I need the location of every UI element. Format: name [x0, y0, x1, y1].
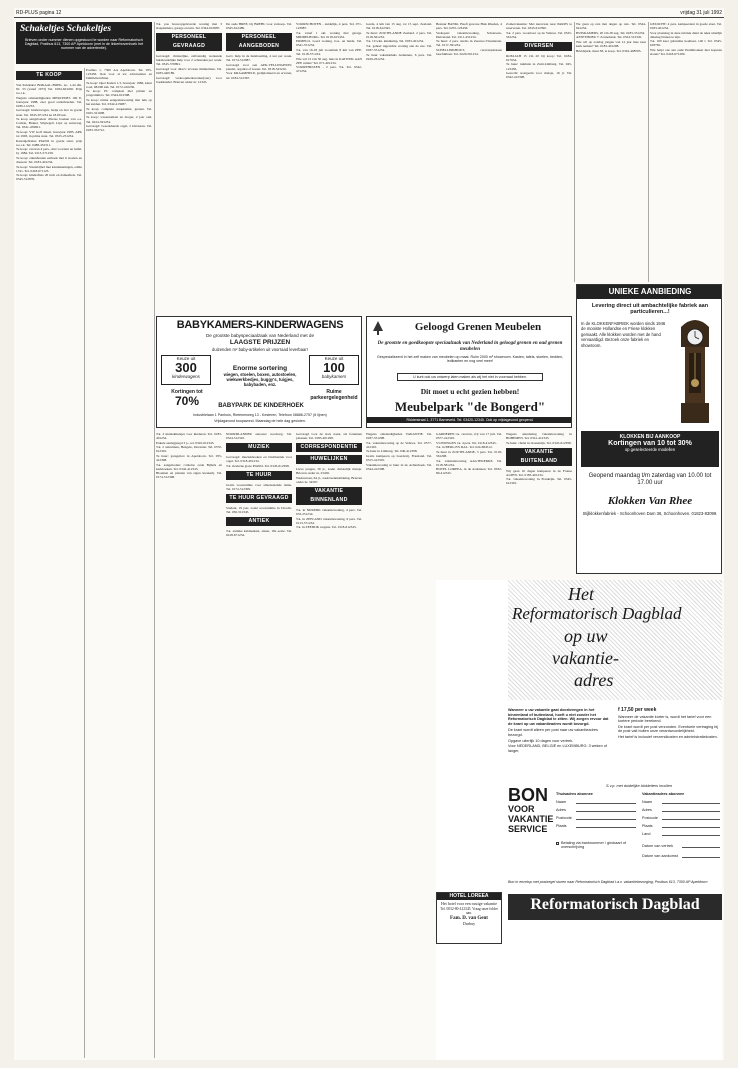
classified-ad: Wegens annulering vakantiewoning in BOHEMEN. Tel. 0341-412345.: [506, 432, 572, 441]
classified-ad: Garde, 4 km van 15 aug. tot 15 sept. Zeeland. Tel. 0118-612345.: [366, 22, 432, 31]
rd-bullet-1: De krant wordt alleen per post naar uw vakantieadres bezorgd.: [508, 728, 598, 737]
section-vakantie-buitenland: VAKANTIE BUITENLAND: [506, 448, 572, 466]
badge-number: 100: [323, 360, 345, 375]
babypark-title: BABYKAMERS-KINDERWAGENS: [176, 319, 344, 331]
meubel-sub: De grootste en goedkoopste speciaalzaak van Nederland in geloogd grenen en oud grenen meubelen: [377, 341, 563, 352]
classified-ad: Te koop: eikenhouten eethoek met 6 stoelen en dressoir. Tel. 0183-401234.: [16, 155, 82, 164]
classified-ad: SCHELLINKHOUT, caravanplaatsen beschikbaar. Tel. 0229-501234.: [436, 48, 502, 57]
section-diversen: DIVERSEN: [506, 42, 572, 51]
classified-ad: T.k. in BERG EN DAL. Tel. 024-684512.: [436, 445, 493, 450]
rd-para-3: Het tarief is inclusief verzendkosten en administratiekosten.: [618, 734, 718, 739]
classified-ad: VOORTHUIZEN - 2 pers. T.k. Tel. 0342-471234.: [296, 65, 362, 74]
classified-ad: Gevraagd: tweedehands orgel, 2 klavieren. Tel. 0183-352741.: [86, 124, 152, 133]
keuze-babykamers-badge: [309, 355, 359, 385]
newspaper-page: [14, 8, 724, 1060]
classified-ad: T.k. vanaf 1 okt. woning met garage. MIDDELBURG. Tel. 0118-615432.: [296, 30, 362, 39]
rd-vakantie-advertisement: [436, 580, 722, 1060]
klok-korting-box: [581, 431, 719, 467]
classified-ad: T.k. 100 keer gebruikte koelkast, 140 l. Tel. 0345-618765.: [650, 39, 722, 48]
classified-ad: Gevraagd voor de stad, naast, als fonteinen plaatsen. Tel. 0183-401298.: [296, 432, 362, 441]
column-mid-2: [226, 432, 292, 1058]
page-number: RD-PLUS pagina 12: [16, 10, 62, 16]
vak-land-field[interactable]: [662, 835, 720, 836]
classified-ad: Te huur in Limburg. Tel. 046-412398.: [366, 449, 418, 454]
vak-postcode-field[interactable]: [662, 819, 720, 820]
adres-label: Adres: [556, 808, 566, 812]
rd-bullet-3: Voor NEDERLAND, BELGIË en LUXEMBURG: 3 weken of langer.: [508, 744, 607, 753]
vak-postcode-label: Postcode: [642, 816, 658, 820]
rd-intro: Wanneer u uw vakantie gaat doorbrengen in het binnenland of buitenland, hoeft u niet zonder het Reformatorisch Dagblad te zitten. Wij zorgen ervoor dat de krant op uw vakantieadres wordt bezorgd.: [508, 708, 609, 726]
thuisadres-label: Thuisadres abonnee: [556, 792, 593, 796]
coupon-form: [556, 784, 722, 878]
classified-ad: Voor KRAAMHULP, gediplomeerd en ervaren, tel. 0184-512367.: [226, 71, 292, 80]
classified-ad: Te huur: chalet in Oostenrijk. Tel. 0345-612398.: [506, 440, 572, 445]
meubel-slogan: Dit moet u echt gezien hebben!: [420, 387, 520, 396]
column-5: [296, 22, 362, 312]
klok-opening: Geopend maandag t/m zaterdag van 10.00 tot 17.00 uur: [588, 473, 712, 486]
schakeltjes-text: Brieven onder nummer dienen opgestuurd te worden naar Reformatorisch Dagblad, Postbus 613, 7300 AP Apeldoorn (met in de linkerbovenhoek het nummer van de advertentie).: [24, 38, 144, 51]
tree-icon: [373, 321, 383, 335]
classified-ad: T.k. aangeboden: collectie oude Bijbels en kerkboeken. Tel. 0342-412345.: [156, 462, 222, 471]
meubel-shop: Meubelpark "de Bongerd": [394, 399, 546, 414]
classified-ad: Enkele aanlegjeugd 3 p., tel. 0345-612345.: [156, 440, 215, 445]
korting-line-2: Kortingen van 10 tot 30%: [608, 440, 692, 447]
babypark-sub2: LAAGSTE PRIJZEN: [229, 339, 291, 346]
babypark-advertisement: [156, 316, 362, 428]
coupon-footer: Bon in envelop met postzegel sturen naar Reformatorisch Dagblad t.a.v. vakantiebezorging, Postbus 613, 7300 AP Apeldoorn: [508, 880, 708, 884]
vak-adres-label: Adres: [642, 808, 652, 812]
datum-vertrek-field[interactable]: [682, 847, 720, 848]
column-rule: [154, 22, 155, 1058]
datum-aankomst-label: Datum van aankomst: [642, 854, 678, 858]
voor-word: VOOR: [508, 804, 535, 814]
badge-top: Keuze uit: [324, 356, 344, 361]
classified-ad: Te koop: kinderfiets 20 inch en damesfiets. Tel. 0345-512876.: [16, 173, 82, 182]
service-word: SERVICE: [508, 824, 548, 834]
page-header: [14, 8, 724, 18]
coupon-head: S.v.p. met duidelijke blokletters invullen: [606, 784, 672, 788]
column-rule: [648, 22, 649, 282]
column-3: [156, 22, 222, 312]
babypark-address: Industrielaan 1 Panhuis, Rietenenweg 13 - Kesteren, Telefoon 08886-2757 (6 lijnen): [193, 413, 327, 417]
classified-ad: De oude BREE, bij BREHL voor verkoop. Tel. 0345-612489.: [226, 22, 292, 31]
section-te-huur-gevraagd: TE HUUR GEVRAAGD: [226, 494, 292, 503]
classified-ad: Postbus 1, 7300 AA Apeldoorn. Tel. 055-123456. Ook voor al uw advertenties en familieberichten.: [86, 68, 152, 81]
classified-ad: Te koop: complete slaapkamer, grenen. Tel. 0165-321908.: [86, 106, 152, 115]
meubelpark-advertisement: [366, 316, 572, 428]
hotel-text: Tel. 0032-80-412345. Vraag onze folder aan.: [440, 907, 498, 916]
classified-ad: Gevraagd: kinderwagen, bedje en box in goede staat. Tel. 0345-671234 na 18.00 uur.: [16, 108, 82, 117]
rd-right-text: [618, 708, 722, 740]
rd-left-text: [508, 708, 612, 753]
vakantie-word: VAKANTIE: [508, 814, 554, 824]
classified-ad: T.k. 2 muziekhuisjes voor kinderen. Tel. 0183-401234.: [156, 432, 222, 441]
postcode-label: Postcode: [556, 816, 572, 820]
classified-ad: T.k. in ZEEDIJK wegens. Tel. 0118-612345.: [296, 525, 357, 530]
classified-ad: Te huur: ZOUTELANDE Zeeland. 2 pers. Tel. 0118-561234.: [366, 30, 432, 39]
classified-ad: GEZOCHT: 4 pers. kampeertent in goede staat. Tel. 0183-401234.: [650, 22, 722, 31]
classified-ad: GARDEREN t.k. caravan, vrij van 17 juli. Tel. 0577-412345.: [436, 432, 502, 441]
classified-ad: T.k. pas bouwopgeleverde woning met 3 slaapkamers, garage en tuin. Tel. 0344-610987.: [156, 22, 222, 31]
naam-field[interactable]: [576, 803, 636, 804]
classified-ad: T.k. antieke kabinetkast, eiken, 18e eeuw. Tel. 0418-671234.: [226, 529, 292, 538]
column-rule: [574, 22, 575, 282]
naam-label: Naam: [556, 800, 567, 804]
bon-logo: [508, 786, 554, 846]
vak-adres-field[interactable]: [662, 811, 720, 812]
rd-price: f 17,50 per week: [618, 707, 657, 713]
classified-ad: Student, 19 jaar, zoekt woonruimte in Utrecht. Tel. 030-512345.: [226, 505, 292, 514]
sortering-title: Enorme sortering: [232, 365, 288, 372]
rd-bullet-2: Opgave uiterlijk 10 dagen voor vertrek.: [508, 738, 574, 743]
rd-h5: adres: [574, 670, 614, 690]
babypark-hours: Vrijdagavond koopavond. Maandag de hele dag gesloten.: [214, 419, 306, 423]
babypark-sub1: De grootste babyspeciaalzaak van Nederland met de: [205, 333, 315, 338]
plaats-field[interactable]: [576, 827, 636, 828]
classified-ad: T.k. in NIJKERK vakantiewoning, 4 pers. Tel. 033-251234.: [296, 507, 362, 516]
schakeltjes-block: [16, 22, 152, 64]
meubel-box: U kunt ook uw ontwerp laten maken als wij het niet in voorraad hebben.: [397, 373, 543, 381]
classified-ad: T.k. in ZEELAND vakantiewoning, 6 pers. Tel. 0113-571234.: [296, 516, 362, 525]
meubel-text: Gespecialiseerd in het zelf maken van meubelen op maat. Ruim 2000 m² showroom. Kasten, tafels, stoelen, bedden, ledikanten en nog veel meer!: [377, 355, 563, 364]
classified-ad: Wij gaan 16 dagen kamperen in de Franse ALPEN. Tel. 0183-401234.: [506, 468, 572, 477]
column-2: [86, 68, 152, 1058]
classified-ad: Te huur: garagebox in Apeldoorn. Tel. 055-412398.: [156, 454, 222, 463]
hotel-name: Fam. D. van Gent: [450, 915, 488, 921]
vak-land-label: Land: [642, 832, 651, 836]
classified-ad: Te huur vakantiehuis Ardennen, 6 pers. Tel. 0229-261234.: [366, 52, 432, 61]
section-te-koop: TE KOOP: [16, 71, 82, 80]
classified-ad: VOORSCHOTEN - zuidelijk, 4 pers. Tel. 071-123987.: [296, 22, 362, 31]
klok-text: In de KLOKKENFABRIEK worden sinds 1946 de mooiste Hollandse en Friese klokken gemaakt. Alle klokken worden met de hand vervaardigd. Bezoek onze fabriek en showroom.: [581, 321, 666, 348]
classified-ad: Te koop: ruime eengezinswoning met tuin op het zuiden. Tel. 0342-415987.: [86, 98, 152, 107]
keuze-kinderwagens-badge: [161, 355, 211, 385]
vak-plaats-field[interactable]: [662, 827, 720, 828]
section-antiek: ANTIEK: [226, 517, 292, 526]
classified-ad: Gezocht: kostgezin voor meisje, 16 jr. Tel. 0342-412398.: [506, 71, 572, 80]
meubel-address: Ridderstraat 1, 3771 Barneveld. Tel. 03420-12345. Ook op vrijdagavond geopend.: [367, 417, 572, 423]
babypark-sub3: duizenden m² baby-artikelen uit voorraad leverbaar!: [212, 347, 308, 352]
rd-h3: op uw: [564, 626, 608, 646]
classified-ad: NOORDLANDER autozeer noodweg. Tel. 0524-512345.: [226, 432, 292, 441]
klok-lead: Levering direct uit ambachtelijke fabriek aan particulieren...!: [591, 303, 709, 316]
classified-ad: Voor plaatsing in deze rubriek dient de tekst uiterlijk dinsdag binnen te zijn.: [650, 30, 722, 39]
column-mid-4: [366, 432, 432, 1058]
classified-ad: T.k. 10 wkn. kindkamp. Tel. 0183-401234.: [366, 39, 424, 44]
classified-ad: Gevraagd: muziekboeken en bladmuziek voor orgel. Tel. 0318-401234.: [226, 455, 292, 464]
badge-number: 300: [175, 360, 197, 375]
klokken-advertisement: [576, 284, 722, 574]
hotel-loc: Durbuy: [462, 920, 476, 926]
classified-ad: AFZETHOEK 7: Zonnebank. Tel. 0524-512345.: [576, 35, 643, 40]
classified-ad: Weduwnaar, 64 jr., zoekt kennismaking. Brieven onder nr. 34567.: [296, 475, 362, 484]
rd-h1: Het: [568, 584, 594, 604]
column-8: [506, 22, 572, 312]
classified-ad: Van Kriekskot BOKAAL-BOEK, no. 1-44 dln. Nr. 33 (vanaf 1973) Tel. 0184-623456. Prijs n.o.t.k.: [16, 83, 82, 96]
column-mid-3: [296, 432, 362, 1058]
section-personeel-aangeboden: PERSONEEL AANGEBODEN: [226, 33, 292, 51]
payment-label: Betaling via banknummer / girokaart of overschrijving: [561, 841, 627, 850]
clock-icon: [673, 317, 717, 427]
classified-ad: T.k. van 16-18 juli woonhuis 8 km van ZEE. Tel. 0118-571234.: [296, 48, 362, 57]
babypark-shop-name: BABYPARK DE KINDERHOEK: [218, 403, 304, 409]
vakantieadres-label: Vakantieadres abonnee: [642, 792, 685, 796]
classified-ad: Zomervakantie: Met karavaan naar PARIJS te reserveren. Tel. 0345-612390.: [506, 22, 572, 31]
hotel-title: HOTEL LOREEA: [437, 893, 501, 900]
classified-ad: Te koop: Opel Kadett 1.3, bouwjaar 1986, kleur rood, 98.000 km. Tel. 0172-410236.: [86, 80, 152, 89]
column-10: [650, 22, 722, 292]
vak-naam-label: Naam: [642, 800, 653, 804]
column-mid-1: [156, 432, 222, 1058]
classified-ad: T.k. moderne grote PIANO. Tel. 0345-612398.: [226, 463, 290, 468]
classified-ad: HUISKAMERS, 20 t/m 28 aug. Tel. 0183-351234.: [576, 30, 646, 35]
rd-h4: vakantie-: [552, 648, 619, 668]
hotel-advertisement: [436, 892, 502, 944]
classified-ad: Te koop aangeboden: diverse boeken van o.a. Comrie, Brakel, Smytegelt. Lijst op aanvraag. Tel. 0341-459821.: [16, 117, 82, 130]
classified-ad: Lieve jongen, 30 jr., zoekt christelijk meisje. Brieven onder nr. 23456.: [296, 467, 362, 476]
schakeltjes-title: Schakeltjes Schakeltjes: [20, 24, 112, 34]
classified-ad: Gevraagd: verkoopmedewerker(ster) voor boekhandel. Brieven onder nr. 12345.: [156, 75, 222, 84]
klok-shop: Klokken Van Rhee: [607, 495, 693, 507]
classified-ad: T.k. vakantiewoning AAGTEKERKE. Tel. 0118-581234.: [436, 458, 502, 467]
classified-ad: Wie wil 15 t/m 30 aug. huis in KATWIJK AAN ZEE ruilen? Tel. 071-401234.: [296, 56, 362, 65]
classified-ad: Te koop: caravan 4 pers., met voortent en luifel, bj. 1984. Tel. 0113-571239.: [16, 147, 82, 156]
badge-word: kinderwagens: [172, 374, 200, 379]
plaats-label: Plaats: [556, 824, 567, 828]
payment-checkbox[interactable]: [556, 842, 559, 845]
classified-ad: ERMELO. Goed woning, bos- en heide. Tel. 0341-551234.: [296, 39, 362, 48]
rd-h2: Reformatorisch Dagblad: [512, 604, 682, 623]
classified-ad: Bestuur BANKl, Heeft gewone Huis Rheden, 4 pers. Tel. 0255-123456.: [436, 22, 502, 31]
section-muziek: MUZIEK: [226, 443, 292, 452]
vak-plaats-label: Plaats: [642, 824, 653, 828]
classified-ad: Gevraagd: christelijke, zelfstandig werkende huishoudelijke hulp voor 2 ochtenden per week. Tel. 0345-576891.: [156, 54, 222, 67]
section-correspondentie: CORRESPONDENTIE: [296, 443, 362, 452]
classified-ad: Te koop: PC compleet met printer en programma's. Tel. 0344-612398.: [86, 89, 152, 98]
rd-para-2: De krant wordt per post verzonden. Eventuele vertraging bij de post valt buiten onze verantwoordelijkheid.: [618, 724, 719, 734]
klok-address: Stijlklokkenfabriek - Schoonhoven Dam 36, Schoonhoven. 01823-83099.: [582, 511, 718, 516]
classified-ad: Te koop: VW Golf diesel, bouwjaar 1985, APK tot 1993, in prima staat. Tel. 0525-231234.: [16, 129, 82, 138]
classified-ad: Wie wil op zondag jongen van 12 jaar mee naar kerk nemen? Tel. 0183-401298.: [576, 39, 646, 49]
section-personeel-gevraagd: PERSONEEL GEVRAAGD: [156, 33, 222, 51]
column-rule: [84, 68, 85, 1058]
classified-ad: Gevraagd voor direct: ervaren timmerman. Tel. 0183-440189.: [156, 66, 222, 75]
classified-ad: Te huur in ZOUTELANDE, 5 pers. Tel. 0118-561298.: [436, 449, 502, 459]
section-vakantie-binnenland: VAKANTIE BINNENLAND: [296, 487, 362, 505]
column-6: [366, 22, 432, 312]
korting-line-1: KLOKKEN BIJ AANKOOP: [619, 434, 681, 440]
column-7: [436, 22, 502, 312]
column-4: [226, 22, 292, 312]
section-huwelijken: HUWELIJKEN: [296, 455, 362, 464]
classified-ad: T.k. vakantiewoning op de Veluwe. Tel. 0577-412345.: [366, 440, 432, 449]
meubel-title: Geloogd Grenen Meubelen: [414, 321, 542, 333]
badge-top: Keuze uit: [176, 356, 196, 361]
korting-line-3: op geselecteerde modellen: [624, 447, 676, 452]
classified-ad: We gaan op reis met degen op reis. Tel. 0344-641234.: [576, 22, 646, 31]
classified-ad: Wegens omstandigheden VAKANTIE. Tel. 0187-551298.: [366, 432, 432, 441]
page-date: vrijdag 31 juli 1992: [680, 10, 722, 16]
sortering-text: wiegen, stoelen, boxen, autostoelen, wiekwerkbedjes, buggy's, tuigjes, babybaden, enz.: [223, 372, 297, 387]
klok-header: UNIEKE AANBIEDING: [577, 285, 722, 299]
rd-banner: [508, 580, 722, 700]
classified-ad: Gratis woonruimte voor alleenstaande dame. Tel. 0174-512309.: [226, 482, 292, 491]
column-9: [576, 22, 646, 322]
classified-ad: HOTEL LOREEA, in de Ardennen. Tel. 0032-80-412345.: [436, 467, 502, 476]
adres-field[interactable]: [576, 811, 636, 812]
masthead-title: Reformatorisch Dagblad: [530, 896, 700, 913]
bon-word: BON: [508, 785, 548, 805]
classified-ad: Vakantiewoning te huur in de Achterhoek. Tel. 0544-412398.: [366, 462, 432, 471]
classified-ad: T.k. 2 ontruimen, Hengelo, Deventer. Tel. 0570-612345.: [156, 445, 222, 454]
postcode-field[interactable]: [576, 819, 636, 820]
classified-ad: ROM-JAH 15 t/m 20 bij koop: Tel. 0184-617634.: [506, 53, 572, 62]
section-te-huur: TE HUUR: [226, 471, 292, 480]
classified-ad: T.k. geheel ingerichte woning aan de zee. Tel. 0187-551234.: [366, 44, 432, 53]
classified-ad: Gevraagd voor een APK-VELLINGHUIS: pianist, organist of koster. Tel. 0318-543210.: [226, 62, 292, 71]
parkeren-badge: Ruime parkeergelegenheid: [310, 389, 358, 401]
classified-ad: Bloemen en planten van eigen kwekerij. Tel. 0174-512398.: [156, 471, 222, 480]
kortingen-label: Kortingen tot: [171, 389, 203, 395]
classified-ad: Wegens omstandigheden MERCEDES 190 E, bouwjaar 1988, zeer goed onderhouden. Tel. 0180-112233.: [16, 95, 82, 108]
classified-ad: Kastanjebruine PIANO in goede staat, prijs n.o.t.k. Tel. 0488-452311.: [16, 138, 82, 147]
column-1: [16, 68, 82, 1058]
rd-para-1: Wanneer de vakantie korter is, wordt het tarief voor een kortere periode berekend.: [618, 714, 712, 724]
classified-ad: Te koop: wasautomaat en droger, 2 jaar oud. Tel. 0224-591234.: [86, 115, 152, 124]
hotel-sub: Het hotel voor een rustige vakantie: [440, 901, 498, 906]
classified-ad: Wie helpt ons aan oude Psalmboeken met koperen sloten? Tel. 0418-671209.: [650, 48, 722, 57]
classified-ad: Te huur: tuinhuis in Zuid-Limburg. Tel. 045-123456.: [506, 62, 572, 71]
classified-ad: T.k. vakantiewoning in Frankrijk. Tel. 0345-612345.: [506, 477, 572, 486]
sortering-block: [215, 365, 305, 387]
classified-ad: Te huur: 2 pers. studio in Zeeuws-Vlaanderen. Tel. 0117-391234.: [436, 39, 502, 48]
classified-ad: Gratis kamperen op boerderij, Friesland. Tel. 0515-412345.: [366, 454, 432, 463]
classified-ad: Verkopen: vakantiewoning, Schouwen-Duiveland. Tel. 0111-451234.: [436, 30, 502, 39]
kortingen-badge: [161, 389, 213, 411]
classified-ad: T.k. 2 pers. woonboot op de Veluwe. Tel. 0525-561234.: [506, 30, 572, 39]
vak-naam-field[interactable]: [662, 803, 720, 804]
classified-ad: Te koop: Staatsbijbel met kanttekeningen, editie 1741. Tel. 0418-671123.: [16, 164, 82, 173]
datum-vertrek-label: Datum van vertrek: [642, 844, 674, 848]
classified-ad: Bruidsjurk, maat 38, te koop. Tel. 0342-498765.: [576, 48, 642, 53]
classified-ad: Gevr. hulp in de huishouding, 4 uur per week. Tel. 0174-512987.: [226, 54, 292, 63]
datum-aankomst-field[interactable]: [682, 857, 720, 858]
classified-ad: VLISSINGEN t.k. 4 pers. Tel. 0118-412345.: [436, 440, 497, 445]
badge-word: babykamers: [321, 374, 347, 379]
kortingen-pct: 70%: [174, 394, 200, 408]
